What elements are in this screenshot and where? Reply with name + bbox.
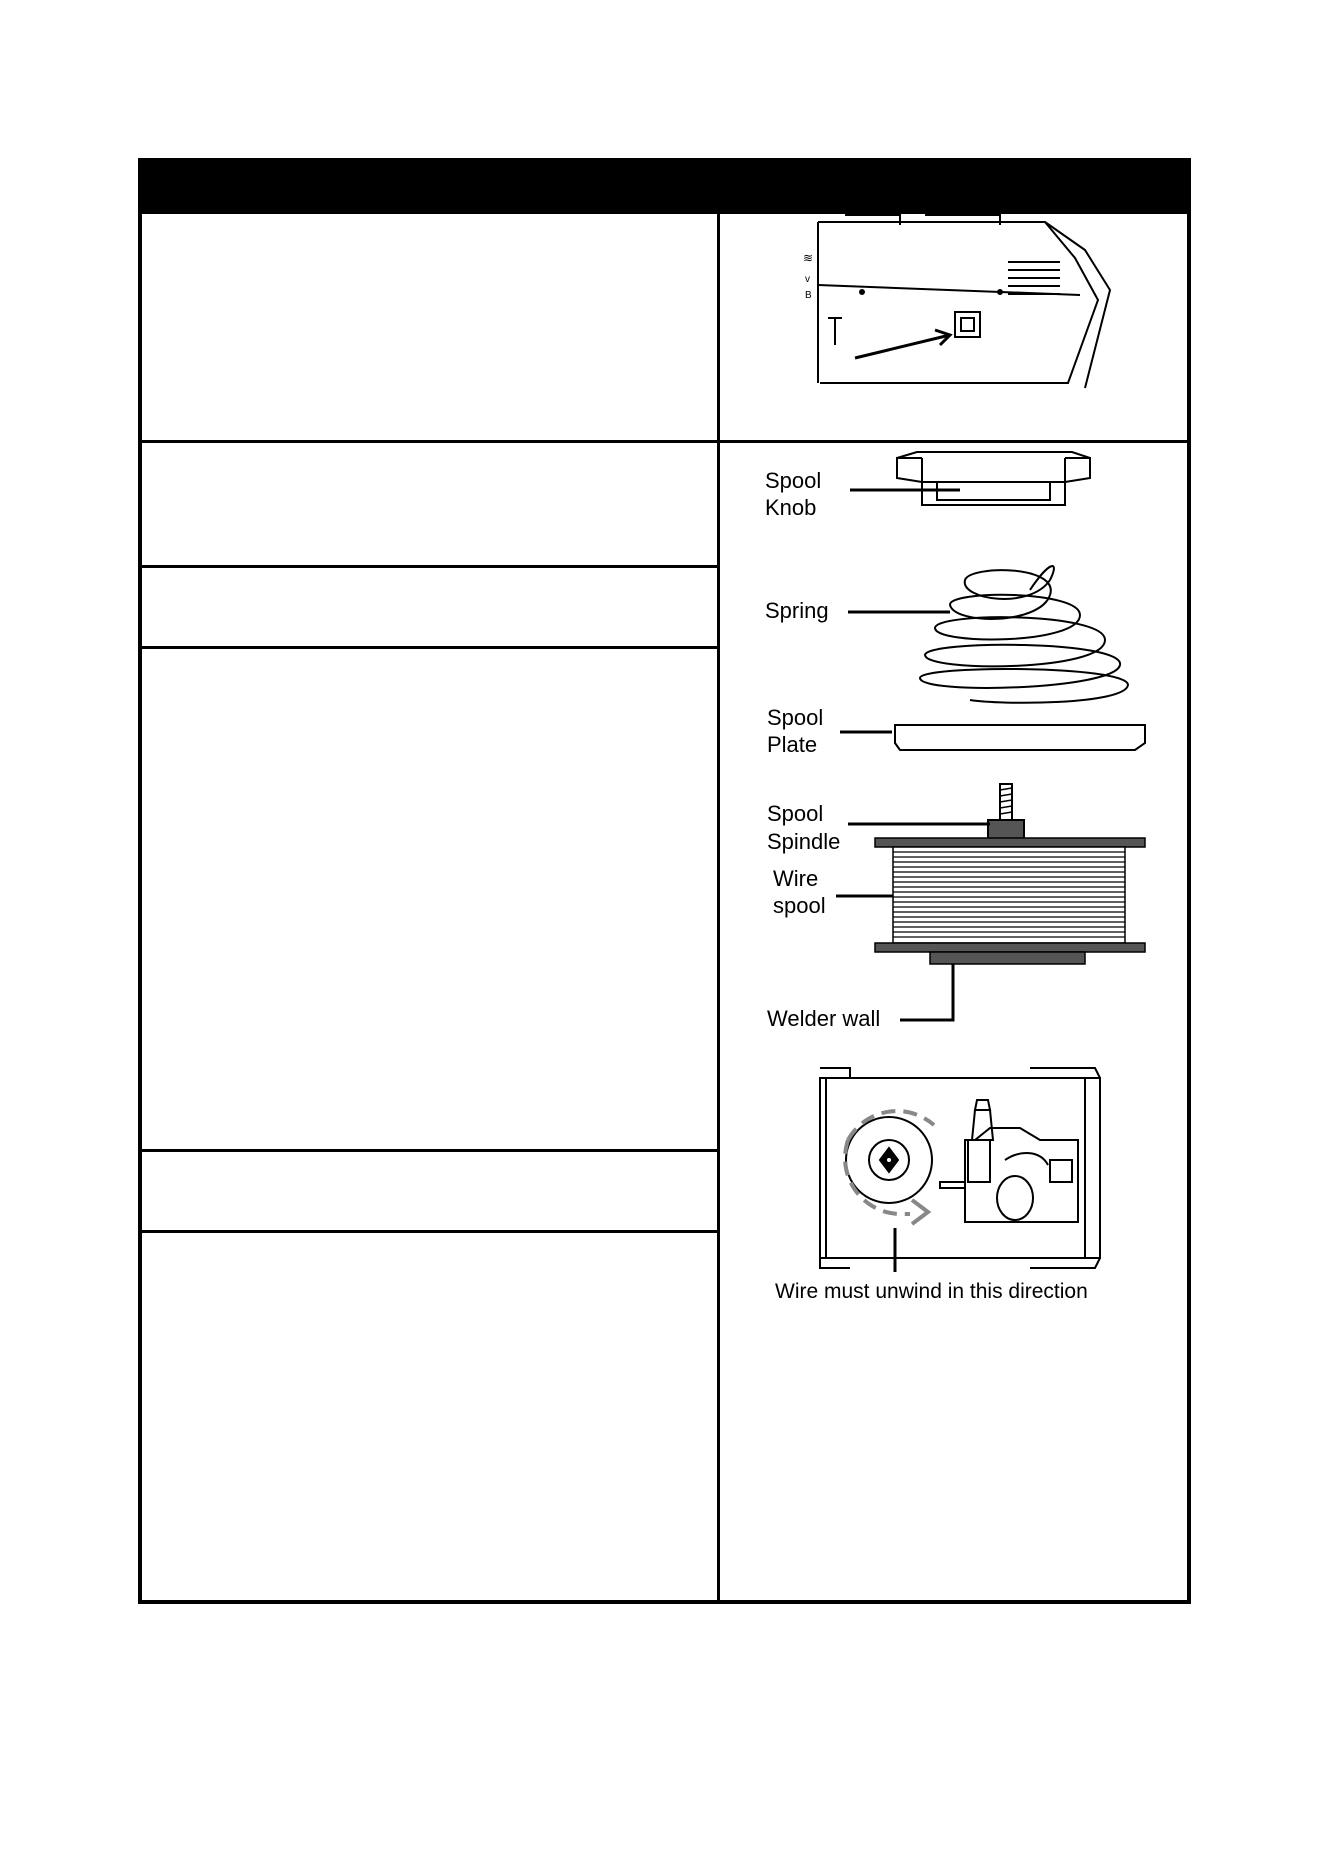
svg-text:B: B <box>805 290 812 301</box>
column-divider <box>717 214 720 1604</box>
step-cell-5 <box>142 1152 717 1230</box>
step-cell-4 <box>142 649 717 1149</box>
spool-spindle-label-line2: Spindle <box>767 829 841 854</box>
step-cell-1 <box>142 214 717 440</box>
table-header-bar <box>142 162 1187 214</box>
wire-spool-label-line2: spool <box>773 893 826 918</box>
step-cell-2 <box>142 443 717 565</box>
page-footer-edge <box>0 1864 1324 1872</box>
svg-text:v: v <box>805 274 810 285</box>
spring-label: Spring <box>765 598 829 623</box>
step-cell-3 <box>142 568 717 646</box>
spool-plate-label-line2: Plate <box>767 732 818 757</box>
spool-spindle-label-line1: Spool <box>767 801 824 826</box>
unwind-direction-caption: Wire must unwind in this direction <box>775 1280 1088 1303</box>
wire-spool-label-line1: Wire <box>773 866 819 891</box>
right-row-divider <box>717 440 1191 443</box>
step-cell-6 <box>142 1233 717 1604</box>
spool-knob-label-line1: Spool <box>765 468 822 493</box>
instruction-table <box>138 158 1191 1604</box>
spool-plate-label-line1: Spool <box>767 705 824 730</box>
svg-text:≋: ≋ <box>803 251 814 265</box>
spool-knob-label-line2: Knob <box>765 495 817 520</box>
welder-wall-label: Welder wall <box>767 1006 881 1031</box>
